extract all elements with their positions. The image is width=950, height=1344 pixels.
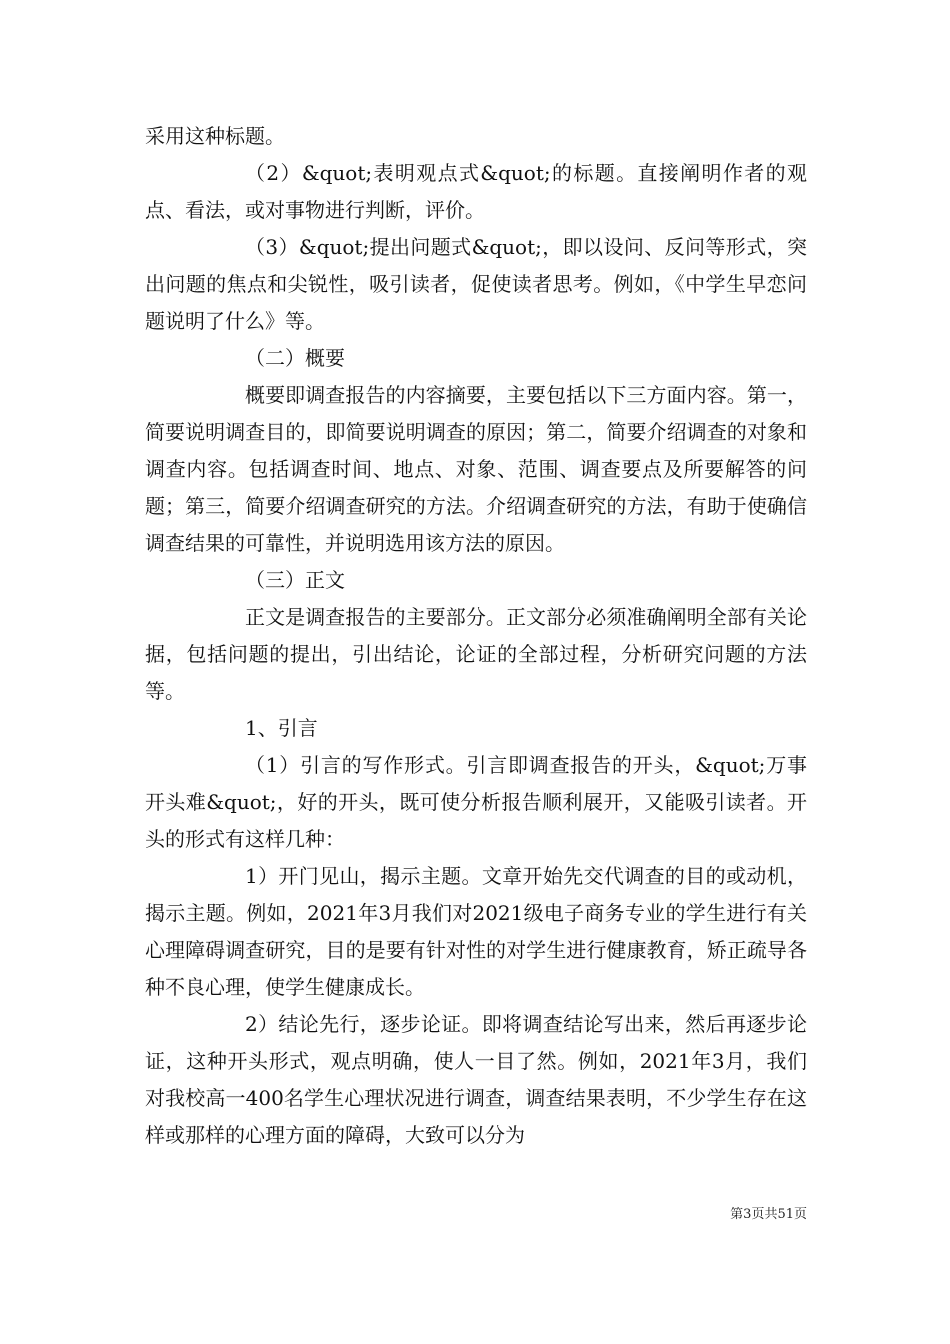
section-heading-body: （三）正文	[245, 568, 345, 592]
paragraph-continuation: 采用这种标题。	[145, 124, 285, 148]
paragraph-title-type-2: （2）&quot;表明观点式&quot;的标题。直接阐明作者的观点、看法，或对事物进行判断，评价。	[145, 161, 807, 222]
section-heading-summary: （二）概要	[245, 346, 345, 370]
document-body	[145, 118, 807, 1154]
paragraph-intro-conclusion-first: 2）结论先行，逐步论证。即将调查结论写出来，然后再逐步论证，这种开头形式，观点明确，使人一目了然。例如，2021年3月，我们对我校高一400名学生心理状况进行调查，调查结果表明，不少学生存在这样或那样的心理方面的障碍，大致可以分为	[145, 1012, 807, 1147]
paragraph-title-type-3: （3）&quot;提出问题式&quot;，即以设问、反问等形式，突出问题的焦点和尖锐性，吸引读者，促使读者思考。例如，《中学生早恋问题说明了什么》等。	[145, 235, 807, 333]
paragraph-body-intro: 正文是调查报告的主要部分。正文部分必须准确阐明全部有关论据，包括问题的提出，引出结论，论证的全部过程，分析研究问题的方法等。	[145, 605, 807, 703]
paragraph-summary: 概要即调查报告的内容摘要，主要包括以下三方面内容。第一，简要说明调查目的，即简要说明调查的原因；第二，简要介绍调查的对象和调查内容。包括调查时间、地点、对象、范围、调查要点及所要解答的问题；第三，简要介绍调查研究的方法。介绍调查研究的方法，有助于使确信调查结果的可靠性，并说明选用该方法的原因。	[145, 383, 807, 555]
paragraph-intro-direct: 1）开门见山，揭示主题。文章开始先交代调查的目的或动机，揭示主题。例如，2021年3月我们对2021级电子商务专业的学生进行有关心理障碍调查研究，目的是要有针对性的对学生进行健康教育，矫正疏导各种不良心理，使学生健康成长。	[145, 864, 807, 999]
page-number-footer: 第3页共51页	[730, 1207, 807, 1222]
paragraph-intro-form: （1）引言的写作形式。引言即调查报告的开头，&quot;万事开头难&quot;，好的开头，既可使分析报告顺利展开，又能吸引读者。开头的形式有这样几种：	[145, 753, 807, 851]
subsection-heading-introduction: 1、引言	[245, 716, 318, 740]
